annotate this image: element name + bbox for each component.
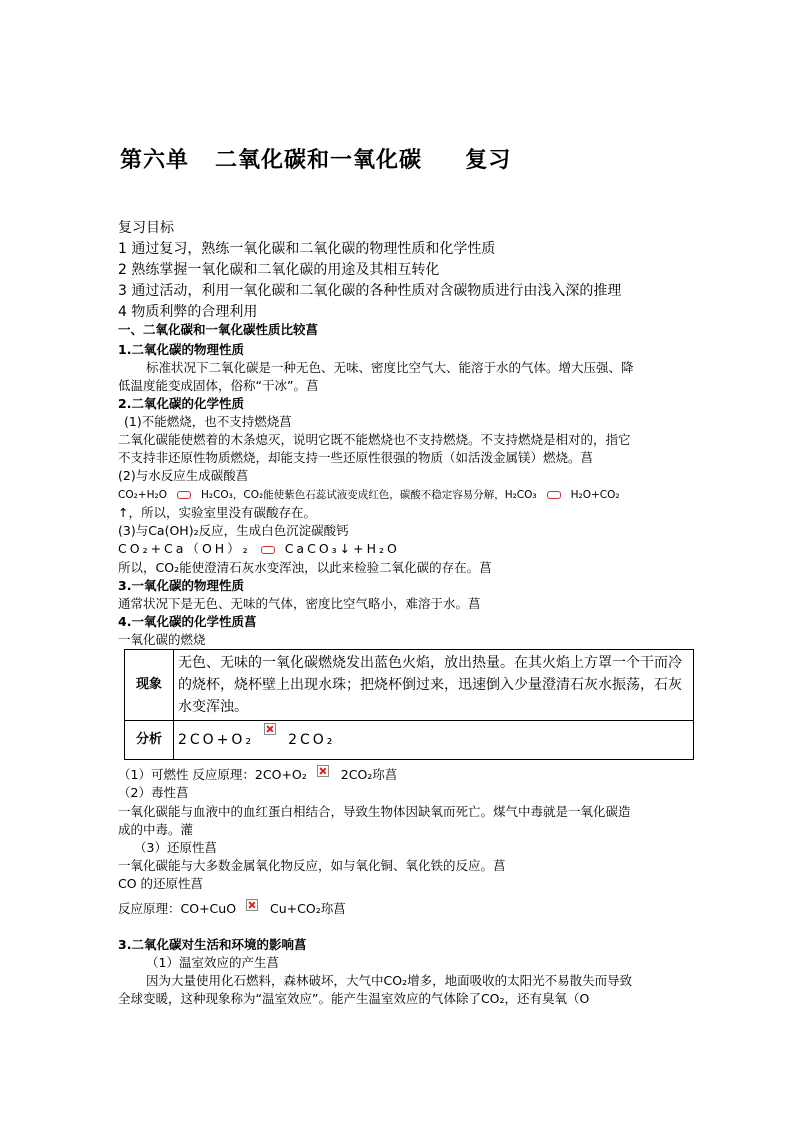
item-heading: (2)与水反应生成碳酸菖 bbox=[118, 468, 249, 483]
item-heading: (3)与Ca(OH)₂反应，生成白色沉淀碳酸钙 bbox=[118, 523, 349, 538]
equation-left: （1）可燃性 反应原理：2CO+O₂ bbox=[118, 767, 307, 782]
equation-right: 2CO₂珎菖 bbox=[340, 767, 398, 782]
subsection-heading: 3.一氧化碳的物理性质 bbox=[118, 578, 244, 593]
equation-left: 2CO+O₂ bbox=[178, 732, 255, 748]
goal-item: 4 物质利弊的合理利用 bbox=[118, 304, 258, 320]
table-row bbox=[125, 650, 694, 721]
equation-right: Cu+CO₂珎菖 bbox=[270, 901, 346, 916]
broken-image-icon bbox=[317, 765, 329, 777]
paragraph-line: 通常状况下是无色、无味的气体，密度比空气略小，难溶于水。菖 bbox=[118, 596, 481, 611]
item-heading: (1)不能燃烧，也不支持燃烧菖 bbox=[124, 414, 292, 429]
paragraph-line: 因为大量使用化石燃料，森林破坏，大气中CO₂增多，地面吸收的太阳光不易散失而导致 bbox=[146, 973, 633, 988]
broken-image-icon bbox=[264, 723, 276, 735]
equation-right: CaCO₃↓+H₂O bbox=[284, 541, 400, 556]
goals-heading: 复习目标 bbox=[118, 220, 174, 236]
paragraph-line: 标准状况下二氧化碳是一种无色、无味、密度比空气大、能溶于水的气体。增大压强、降 bbox=[146, 360, 634, 375]
subsection-heading: 1.二氧化碳的物理性质 bbox=[118, 342, 244, 357]
table-row-head: 现象 bbox=[125, 650, 174, 721]
equation-right: H₂O+CO₂ bbox=[570, 489, 620, 501]
co-combustion-table bbox=[124, 649, 694, 760]
equation-left: 反应原理：CO+CuO bbox=[118, 901, 237, 916]
goal-item: 1 通过复习，熟练一氧化碳和二氧化碳的物理性质和化学性质 bbox=[118, 241, 496, 257]
paragraph-line: 一氧化碳能与血液中的血红蛋白相结合，导致生物体因缺氧而死亡。煤气中毒就是一氧化碳造 bbox=[118, 804, 631, 819]
paragraph-line: 一氧化碳的燃烧 bbox=[118, 632, 206, 647]
table-cell-line: 水变浑浊。 bbox=[178, 699, 248, 715]
paragraph-line: CO 的还原性菖 bbox=[118, 876, 204, 891]
equation-middle: H₂CO₃，CO₂能使紫色石蕊试液变成红色，碳酸不稳定容易分解，H₂CO₃ bbox=[200, 489, 537, 501]
equation-right: 2CO₂ bbox=[288, 732, 336, 748]
broken-image-icon bbox=[246, 899, 258, 911]
section-heading: 3.二氧化碳对生活和环境的影响菖 bbox=[118, 937, 307, 952]
equation-left: CO₂+H₂O bbox=[118, 489, 167, 501]
paragraph-line: 二氧化碳能使燃着的木条熄灭，说明它既不能燃烧也不支持燃烧。不支持燃烧是相对的，指它 bbox=[118, 432, 631, 447]
paragraph-line: 一氧化碳能与大多数金属氧化物反应，如与氧化铜、氧化铁的反应。菖 bbox=[118, 858, 506, 873]
table-cell-line: 的烧杯，烧杯壁上出现水珠；把烧杯倒过来，迅速倒入少量澄清石灰水振荡，石灰 bbox=[178, 677, 682, 693]
goal-item: 3 通过活动，利用一氧化碳和二氧化碳的各种性质对含碳物质进行由浅入深的推理 bbox=[118, 283, 622, 299]
paragraph-line: 低温度能变成固体，俗称“干冰”。菖 bbox=[118, 378, 319, 393]
reaction-arrow-icon bbox=[177, 491, 191, 499]
paragraph-line: 全球变暖，这种现象称为“温室效应”。能产生温室效应的气体除了CO₂，还有臭氧（O bbox=[118, 991, 590, 1006]
equation-reduction bbox=[118, 899, 698, 919]
table-row bbox=[125, 721, 694, 760]
property-combustibility bbox=[118, 765, 698, 785]
item-heading: （1）温室效应的产生菖 bbox=[146, 955, 279, 970]
table-cell bbox=[174, 650, 694, 721]
page-title: 第六单 二氧化碳和一氧化碳 复习 bbox=[120, 147, 512, 173]
reaction-arrow-icon bbox=[261, 546, 275, 554]
paragraph-line: 不支持非还原性物质燃烧，却能支持一些还原性很强的物质（如活泼金属镁）燃烧。菖 bbox=[118, 450, 594, 465]
item-heading: （2）毒性菖 bbox=[118, 785, 189, 800]
table-cell bbox=[174, 721, 694, 760]
paragraph-line: ↑，所以，实验室里没有碳酸存在。 bbox=[118, 505, 316, 520]
reaction-arrow-icon bbox=[547, 491, 561, 499]
paragraph-line: 成的中毒。灌 bbox=[118, 822, 194, 837]
equation-carbonic-acid bbox=[118, 485, 698, 505]
table-cell-line: 无色、无味的一氧化碳燃烧发出蓝色火焰，放出热量。在其火焰上方罩一个干而冷 bbox=[178, 655, 682, 671]
table-row-head: 分析 bbox=[125, 721, 174, 760]
subsection-heading: 2.二氧化碳的化学性质 bbox=[118, 396, 244, 411]
paragraph-line: 所以，CO₂能使澄清石灰水变浑浊，以此来检验二氧化碳的存在。菖 bbox=[118, 560, 492, 575]
goal-item: 2 熟练掌握一氧化碳和二氧化碳的用途及其相互转化 bbox=[118, 262, 440, 278]
subsection-heading: 4.一氧化碳的化学性质菖 bbox=[118, 614, 257, 629]
item-heading: （3）还原性菖 bbox=[134, 840, 217, 855]
equation-limewater bbox=[118, 539, 698, 559]
section-heading: 一、二氧化碳和一氧化碳性质比较菖 bbox=[118, 322, 319, 337]
equation-left: CO₂+Ca（OH）₂ bbox=[118, 541, 251, 556]
